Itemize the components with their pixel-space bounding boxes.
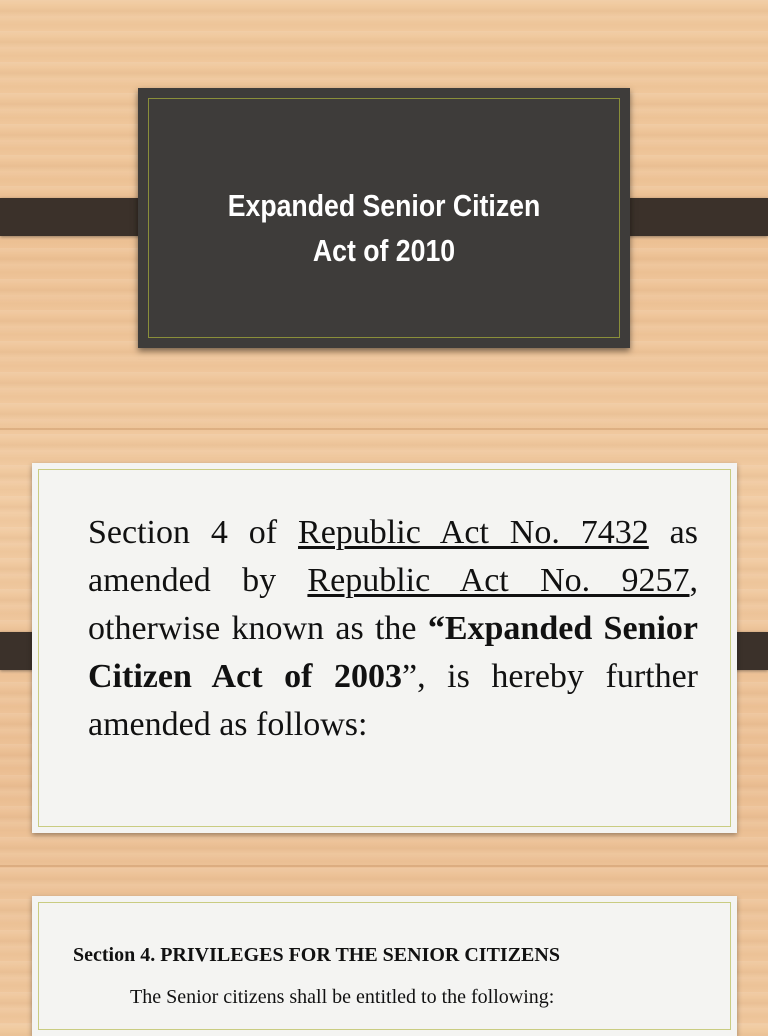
slide-title-line-1: Expanded Senior Citizen [227,188,541,223]
amendment-text-4: ”, is hereby further amended as follows: [88,658,698,743]
section-subtext: The Senior citizens shall be entitled to the following: [130,986,555,1008]
title-strap-right [612,198,768,236]
slide-title-line-2: Act of 2010 [312,233,456,268]
amendment-text-1: Section 4 of [88,514,299,551]
amendment-text-3: , otherwise known as the [88,562,698,647]
title-strap-left [0,198,158,236]
privileges-slide [32,896,737,1036]
section-heading: Section 4. PRIVILEGES FOR THE SENIOR CITIZENS [73,944,560,966]
slide-title [172,183,595,273]
amendment-slide [32,463,737,833]
amendment-paragraph [88,509,698,749]
republic-act-9257-link[interactable]: Republic Act No. 9257 [307,562,690,599]
wood-seam-top [0,428,768,430]
amendment-text-2: as amended by [88,514,698,599]
republic-act-7432-link[interactable]: Republic Act No. 7432 [298,514,649,551]
title-slide [138,88,630,348]
act-name-bold: “Expanded Senior Citizen Act of 2003 [88,610,698,695]
wood-seam-bottom [0,865,768,867]
